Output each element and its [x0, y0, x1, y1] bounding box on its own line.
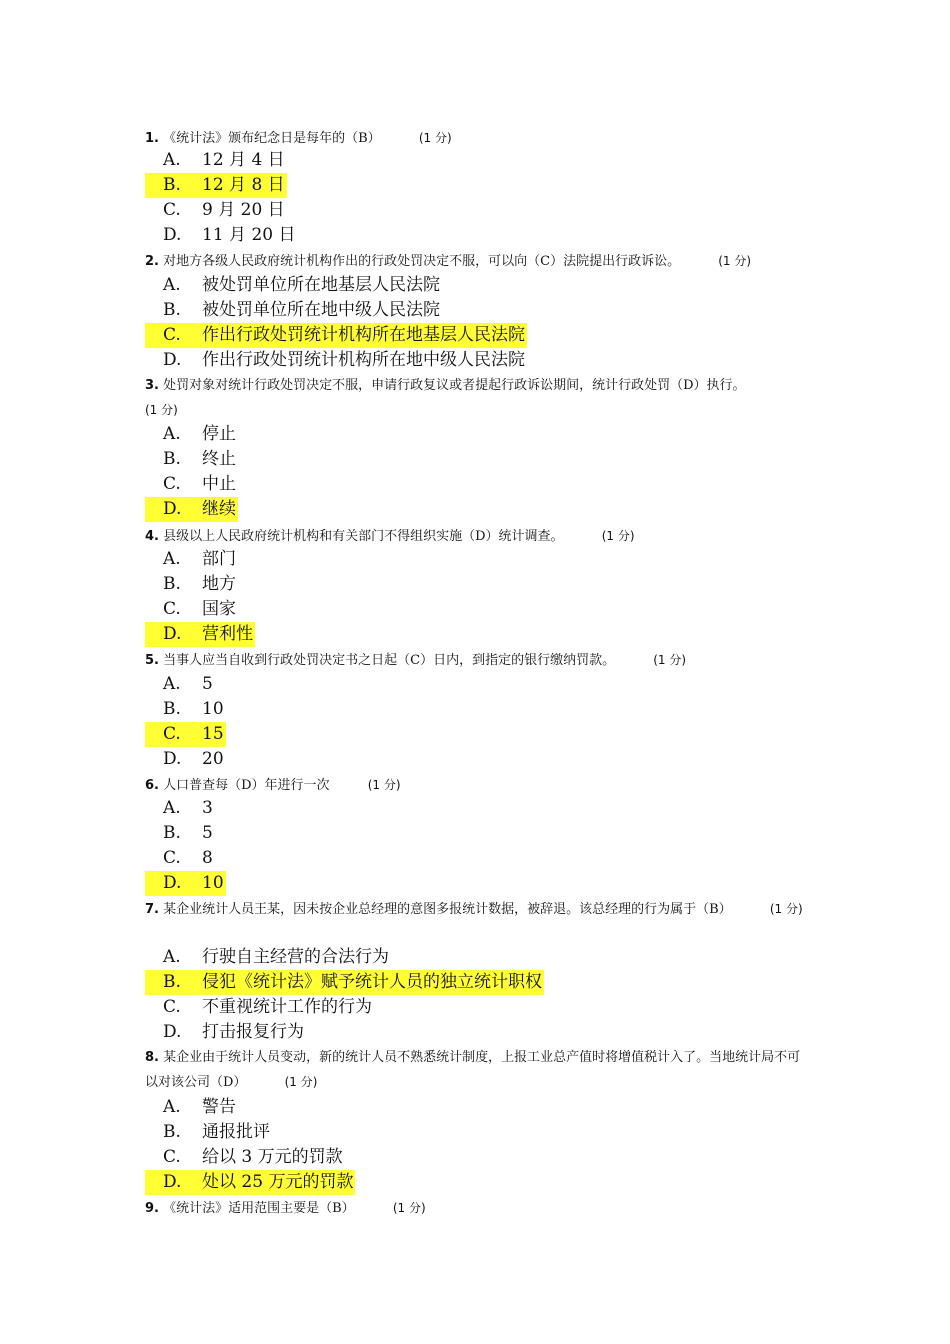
option-letter: B.: [163, 175, 181, 195]
question-score: (1 分): [284, 1075, 318, 1089]
option-letter: A.: [163, 150, 181, 170]
question-score: (1 分): [367, 778, 401, 792]
option-c: [145, 198, 810, 223]
question-text: 某企业由于统计人员变动，新的统计人员不熟悉统计制度，上报工业总产值时将增值税计入了。当地统计局不可以对该公司（D）: [145, 1050, 801, 1090]
question-text: 《统计法》颁布纪念日是每年的（B）: [163, 131, 381, 146]
option-letter: C.: [163, 1147, 181, 1167]
question-score: (1 分): [392, 1201, 426, 1215]
options-4: [145, 547, 810, 647]
option-text: 营利性: [202, 624, 253, 644]
question-text: 人口普查每（D）年进行一次: [163, 778, 330, 793]
option-letter: A.: [163, 674, 181, 694]
option-text: 被处罚单位所在地基层人民法院: [202, 275, 440, 295]
option-text: 继续: [202, 499, 236, 519]
option-c: [145, 597, 810, 622]
question-4: [145, 524, 810, 549]
question-score: (1 分): [601, 529, 635, 543]
option-text: 10: [202, 873, 224, 893]
option-c: [145, 472, 810, 497]
option-text: 作出行政处罚统计机构所在地基层人民法院: [202, 325, 525, 345]
option-a: [145, 1095, 810, 1120]
option-b: [145, 697, 810, 722]
option-text: 通报批评: [202, 1122, 270, 1142]
question-number: 6.: [145, 778, 159, 793]
option-text: 处以 25 万元的罚款: [202, 1172, 354, 1192]
question-8: [145, 1046, 810, 1095]
option-letter: D.: [163, 499, 182, 519]
option-d: [145, 747, 810, 772]
option-text: 9 月 20 日: [202, 200, 285, 220]
option-letter: B.: [163, 1122, 181, 1142]
options-8: [145, 1095, 810, 1195]
question-score: (1 分): [418, 131, 452, 145]
options-2: [145, 273, 810, 373]
option-letter: C.: [163, 474, 181, 494]
question-number: 4.: [145, 529, 159, 544]
option-letter: C.: [163, 325, 181, 345]
question-score: (1 分): [718, 254, 752, 268]
option-text: 部门: [202, 549, 236, 569]
question-3: [145, 374, 810, 423]
question-9: [145, 1196, 810, 1221]
option-letter: C.: [163, 724, 181, 744]
option-letter: A.: [163, 947, 181, 967]
option-d: [145, 1020, 810, 1045]
option-letter: D.: [163, 1172, 182, 1192]
question-text: 对地方各级人民政府统计机构作出的行政处罚决定不服，可以向（C）法院提出行政诉讼。: [163, 254, 681, 269]
option-text: 警告: [202, 1097, 236, 1117]
option-letter: A.: [163, 1097, 181, 1117]
option-text: 15: [202, 724, 224, 744]
option-text: 终止: [202, 449, 236, 469]
option-d-answer: [145, 622, 810, 647]
option-letter: B.: [163, 972, 181, 992]
option-letter: B.: [163, 823, 181, 843]
option-a: [145, 273, 810, 298]
option-text: 行驶自主经营的合法行为: [202, 947, 389, 967]
option-b-answer: [145, 970, 810, 995]
option-letter: B.: [163, 300, 181, 320]
option-a: [145, 547, 810, 572]
question-number: 1.: [145, 131, 159, 146]
option-text: 20: [202, 749, 224, 769]
option-c: [145, 995, 810, 1020]
option-letter: B.: [163, 449, 181, 469]
option-text: 12 月 8 日: [202, 175, 285, 195]
option-a: [145, 148, 810, 173]
option-letter: B.: [163, 699, 181, 719]
option-b-answer: [145, 173, 810, 198]
option-c-answer: [145, 722, 810, 747]
option-letter: D.: [163, 749, 182, 769]
options-6: [145, 796, 810, 896]
option-text: 不重视统计工作的行为: [202, 997, 372, 1017]
option-d: [145, 348, 810, 373]
option-b: [145, 821, 810, 846]
question-score: (1 分): [145, 403, 178, 417]
option-text: 12 月 4 日: [202, 150, 285, 170]
option-letter: C.: [163, 599, 181, 619]
question-text: 县级以上人民政府统计机构和有关部门不得组织实施（D）统计调查。: [163, 529, 564, 544]
option-d: [145, 223, 810, 248]
option-text: 停止: [202, 424, 236, 444]
option-text: 作出行政处罚统计机构所在地中级人民法院: [202, 350, 525, 370]
options-3: [145, 422, 810, 522]
question-number: 9.: [145, 1201, 159, 1216]
option-text: 11 月 20 日: [202, 225, 296, 245]
option-text: 5: [202, 823, 213, 843]
option-text: 国家: [202, 599, 236, 619]
question-text: 处罚对象对统计行政处罚决定不服，申请行政复议或者提起行政诉讼期间，统计行政处罚（D）执行。: [163, 378, 746, 393]
option-text: 侵犯《统计法》赋予统计人员的独立统计职权: [202, 972, 542, 992]
option-letter: D.: [163, 873, 182, 893]
option-letter: D.: [163, 624, 182, 644]
question-text: 《统计法》适用范围主要是（B）: [163, 1201, 355, 1216]
question-score: (1 分): [653, 653, 687, 667]
question-2: [145, 249, 810, 274]
question-6: [145, 773, 810, 798]
option-letter: D.: [163, 350, 182, 370]
option-a: [145, 422, 810, 447]
option-c-answer: [145, 323, 810, 348]
option-a: [145, 672, 810, 697]
option-b: [145, 298, 810, 323]
question-text: 当事人应当自收到行政处罚决定书之日起（C）日内，到指定的银行缴纳罚款。: [163, 653, 616, 668]
option-a: [145, 796, 810, 821]
option-text: 5: [202, 674, 213, 694]
question-number: 3.: [145, 378, 159, 393]
option-b: [145, 572, 810, 597]
option-letter: C.: [163, 997, 181, 1017]
option-text: 给以 3 万元的罚款: [202, 1147, 343, 1167]
option-d-answer: [145, 871, 810, 896]
option-a: [145, 945, 810, 970]
question-score: (1 分): [769, 902, 803, 916]
question-7: [145, 897, 810, 922]
question-number: 7.: [145, 902, 159, 917]
option-c: [145, 1145, 810, 1170]
option-text: 地方: [202, 574, 236, 594]
option-c: [145, 846, 810, 871]
option-text: 8: [202, 848, 213, 868]
option-text: 中止: [202, 474, 236, 494]
options-7: [145, 945, 810, 1045]
option-d-answer: [145, 497, 810, 522]
option-text: 10: [202, 699, 224, 719]
option-letter: B.: [163, 574, 181, 594]
options-5: [145, 672, 810, 772]
question-text: 某企业统计人员王某，因未按企业总经理的意图多报统计数据，被辞退。该总经理的行为属于（B）: [163, 902, 732, 917]
question-number: 8.: [145, 1050, 159, 1065]
question-5: [145, 648, 810, 673]
option-text: 被处罚单位所在地中级人民法院: [202, 300, 440, 320]
option-b: [145, 447, 810, 472]
option-letter: D.: [163, 225, 182, 245]
option-letter: D.: [163, 1022, 182, 1042]
option-text: 打击报复行为: [202, 1022, 304, 1042]
option-letter: A.: [163, 424, 181, 444]
option-letter: C.: [163, 848, 181, 868]
option-b: [145, 1120, 810, 1145]
question-number: 2.: [145, 254, 159, 269]
option-letter: A.: [163, 549, 181, 569]
option-d-answer: [145, 1170, 810, 1195]
option-text: 3: [202, 798, 213, 818]
option-letter: C.: [163, 200, 181, 220]
options-1: [145, 148, 810, 248]
option-letter: A.: [163, 275, 181, 295]
question-number: 5.: [145, 653, 159, 668]
option-letter: A.: [163, 798, 181, 818]
